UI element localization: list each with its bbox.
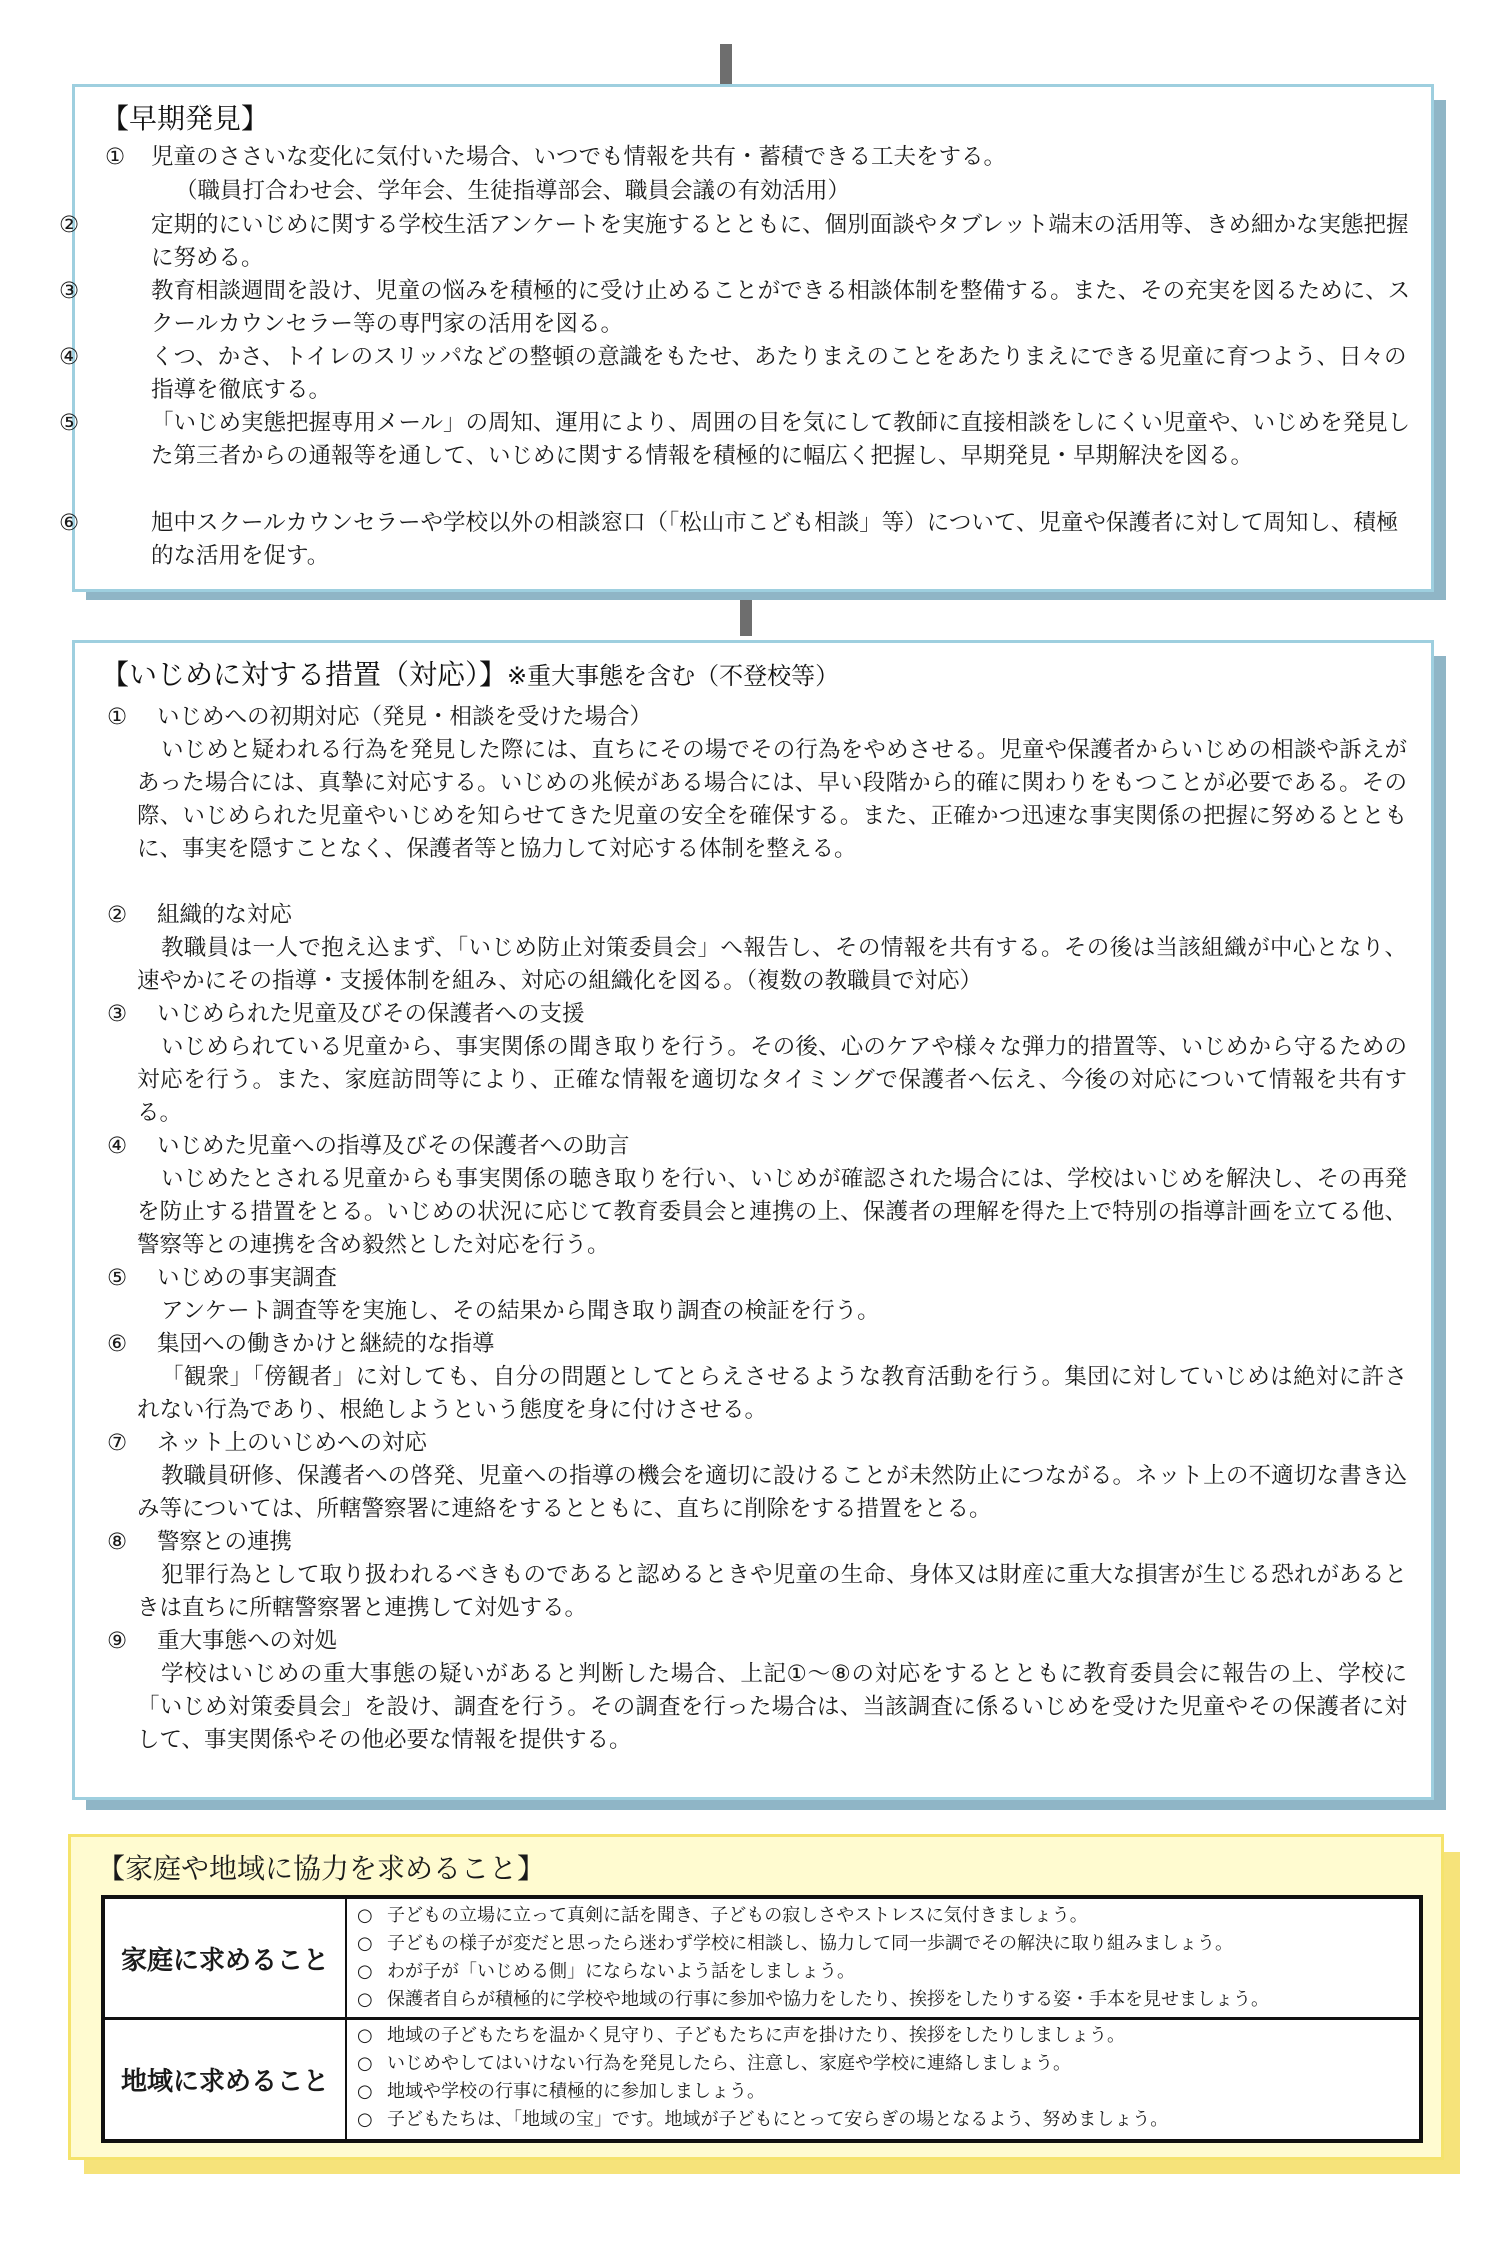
measure-2-text: 教職員は一人で抱え込まず、「いじめ防止対策委員会」へ報告し、その情報を共有する。その後は当該組織が中心となり、速やかにその指導・支援体制を組み、対応の組織化を図る。（複数の教職員で対応） [137,935,1407,994]
home-item-4: ○ 保護者自らが積極的に学校や地域の行事に参加や協力をしたり、挨拶をしたりする姿・手本を見せましょう。 [357,1989,1269,2010]
community-table [101,1895,1423,2143]
early-item-1: ① 児童のささいな変化に気付いた場合、いつでも情報を共有・蓄積できる工夫をする。 [105,144,1007,170]
middle-connector [740,594,752,636]
community-title: 【家庭や地域に協力を求めること】 [97,1852,546,1885]
community-box [68,1834,1444,2160]
region-item-4: ○ 子どもたちは、「地域の宝」です。地域が子どもにとって安らぎの場となるよう、努めましょう。 [357,2109,1169,2130]
home-label: 家庭に求めること [105,1899,347,2017]
early-detection-box [59,84,1434,592]
home-item-2: ○ 子どもの様子が変だと思ったら迷わず学校に相談し、協力して同一歩調でその解決に取り組みましょう。 [357,1933,1233,1954]
early-title: 【早期発見】 [101,102,270,135]
early-item-4: ④ くつ、かさ、トイレのスリッパなどの整頓の意識をもたせ、あたりまえのことをあたりまえにできる児童に育つよう、日々の指導を徹底する。 [59,344,1407,403]
measure-3-heading: ③ いじめられた児童及びその保護者への支援 [107,1001,585,1027]
region-item-3: ○ 地域や学校の行事に積極的に参加しましょう。 [357,2081,765,2102]
measure-1-text: いじめと疑われる行為を発見した際には、直ちにその場でその行為をやめさせる。児童や保護者からいじめの相談や訴えがあった場合には、真摯に対応する。いじめの兆候がある場合には、早い段階から的確に関わりをもつことが必要である。その際、いじめられた児童やいじめを知らせてきた児童の安全を確保する。また、正確かつ迅速な事実関係の把握に努めるとともに、事実を隠すことなく、保護者等と協力して対応する体制を整える。 [137,737,1407,862]
home-item-3: ○ わが子が「いじめる側」にならないよう話をしましょう。 [357,1961,855,1982]
measure-7-heading: ⑦ ネット上のいじめへの対応 [107,1430,428,1456]
measure-6-text: 「観衆」「傍観者」に対しても、自分の問題としてとらえさせるような教育活動を行う。集団に対していじめは絶対に許されない行為であり、根絶しようという態度を身に付けさせる。 [137,1364,1407,1423]
region-row [105,2020,1419,2139]
region-label: 地域に求めること [105,2020,347,2139]
measure-7-text: 教職員研修、保護者への啓発、児童への指導の機会を適切に設けることが未然防止につながる。ネット上の不適切な書き込み等については、所轄警察署に連絡をするとともに、直ちに削除をする措置をとる。 [137,1463,1407,1522]
region-item-2: ○ いじめやしてはいけない行為を発見したら、注意し、家庭や学校に連絡しましょう。 [357,2053,1071,2074]
measure-5-heading: ⑤ いじめの事実調査 [107,1265,338,1291]
early-item-5: ⑤ 「いじめ実態把握専用メール」の周知、運用により、周囲の目を気にして教師に直接相談をしにくい児童や、いじめを発見した第三者からの通報等を通して、いじめに関する情報を積極的に幅広く把握し、早期発見・早期解決を図る。 [59,410,1411,469]
measure-8-text: 犯罪行為として取り扱われるべきものであると認めるときや児童の生命、身体又は財産に重大な損害が生じる恐れがあるときは直ちに所轄警察署と連携して対処する。 [137,1562,1407,1621]
measures-box [72,640,1434,1800]
measure-4-text: いじめたとされる児童からも事実関係の聴き取りを行い、いじめが確認された場合には、学校はいじめを解決し、その再発を防止する措置をとる。いじめの状況に応じて教育委員会と連携の上、保護者の理解を得た上で特別の指導計画を立てる他、警察等との連携を含め毅然とした対応を行う。 [137,1166,1407,1258]
measure-1-heading: ① いじめへの初期対応（発見・相談を受けた場合） [107,704,653,730]
measure-2-heading: ② 組織的な対応 [107,902,293,928]
measure-8-heading: ⑧ 警察との連携 [107,1529,293,1555]
early-item-2: ② 定期的にいじめに関する学校生活アンケートを実施するとともに、個別面談やタブレット端末の活用等、きめ細かな実態把握に努める。 [59,212,1409,271]
top-connector [720,44,732,86]
early-item-6: ⑥ 旭中スクールカウンセラーや学校以外の相談窓口（「松山市こども相談」等）について、児童や保護者に対して周知し、積極的な活用を促す。 [59,510,1399,569]
early-item-1-note: （職員打合わせ会、学年会、生徒指導部会、職員会議の有効活用） [175,178,851,204]
measure-6-heading: ⑥ 集団への働きかけと継続的な指導 [107,1331,495,1357]
measure-3-text: いじめられている児童から、事実関係の聞き取りを行う。その後、心のケアや様々な弾力的措置等、いじめから守るための対応を行う。また、家庭訪問等により、正確な情報を適切なタイミングで保護者へ伝え、今後の対応について情報を共有する。 [137,1034,1407,1126]
measures-title: 【いじめに対する措置（対応）】※重大事態を含む（不登校等） [101,658,840,691]
measure-9-text: 学校はいじめの重大事態の疑いがあると判断した場合、上記①～⑧の対応をするとともに教育委員会に報告の上、学校に「いじめ対策委員会」を設け、調査を行う。その調査を行った場合は、当該調査に係るいじめを受けた児童やその保護者に対して、事実関係やその他必要な情報を提供する。 [137,1661,1407,1753]
home-row [105,1899,1419,2017]
measures-note: ※重大事態を含む（不登校等） [507,662,840,690]
measure-9-heading: ⑨ 重大事態への対処 [107,1628,338,1654]
early-item-3: ③ 教育相談週間を設け、児童の悩みを積極的に受け止めることができる相談体制を整備する。また、その充実を図るために、スクールカウンセラー等の専門家の活用を図る。 [59,278,1411,337]
region-item-1: ○ 地域の子どもたちを温かく見守り、子どもたちに声を掛けたり、挨拶をしたりしましょう。 [357,2025,1125,2046]
home-item-1: ○ 子どもの立場に立って真剣に話を聞き、子どもの寂しさやストレスに気付きましょう。 [357,1905,1088,1926]
measure-5-text: アンケート調査等を実施し、その結果から聞き取り調査の検証を行う。 [161,1298,880,1324]
measure-4-heading: ④ いじめた児童への指導及びその保護者への助言 [107,1133,630,1159]
